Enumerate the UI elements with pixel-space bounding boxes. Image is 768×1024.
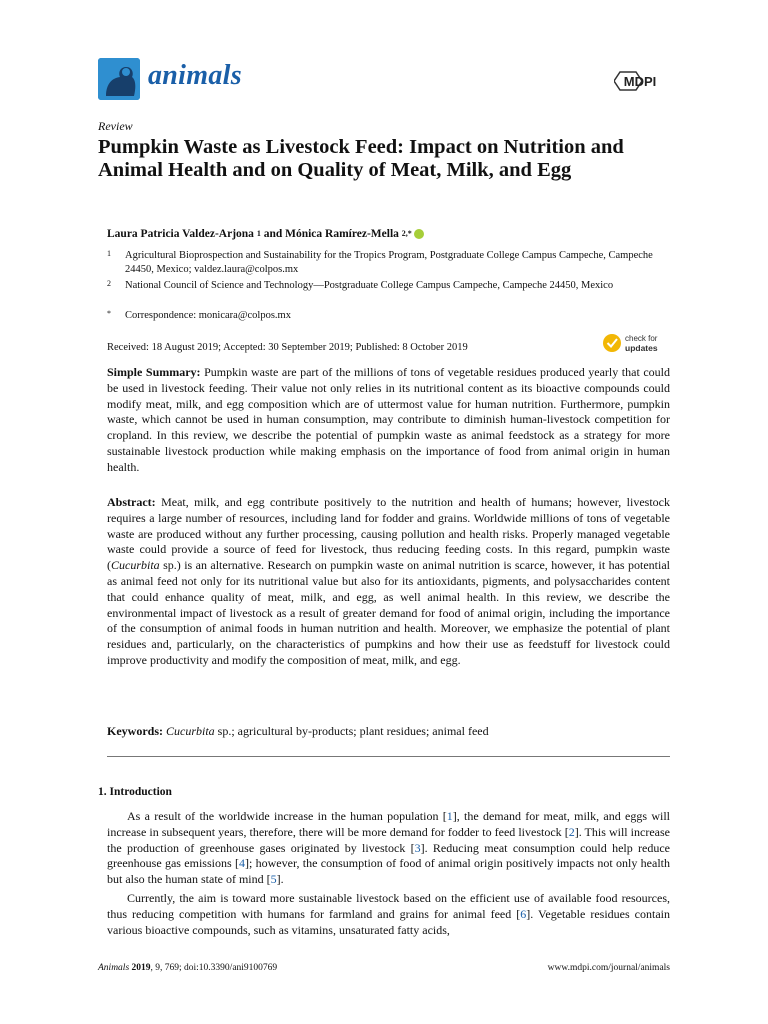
simple-summary-text: Pumpkin waste are part of the millions of tons of vegetable residues produced yearly that could be used in livestock feeding. Their value not only relies in its nutritional content as its bioactive compounds could modify meat, milk, and egg composition which are of uttermost value for human nutrition. Furthermore, pumpkin waste, which cannot be used in human consumption, may contribute to diminish human-livestock competition for cropland. In this review, we describe the potential of pumpkin waste as animal feedstock as a strategy for more sustainable livestock production while making emphasis on the importance of food from animal origin in human health. (107, 365, 671, 474)
check-updates-line1: check for (625, 334, 658, 343)
journal-header (98, 58, 670, 102)
footer-url[interactable]: www.mdpi.com/journal/animals (547, 963, 670, 973)
article-title: Pumpkin Waste as Livestock Feed: Impact on Nutrition and Animal Health and on Quality of Meat, Milk, and Egg (98, 136, 624, 181)
author-list: Laura Patricia Valdez-Arjona 1 and Mónica Ramírez-Mella 2,* (107, 228, 424, 240)
citation-link[interactable]: 2 (568, 824, 575, 839)
check-updates-line2: updates (625, 343, 658, 353)
abstract-text: sp.) is an alternative. Research on pumpkin waste on animal nutrition is scarce, however, it has potential as animal feed not only for its nutritional value but also for its antioxidants, pigments, and polysaccharides content that could enhance quality of meat, milk, and egg, as well animal health. In this review, we describe the environmental impact of livestock as a result of greater demand for food of animal origin, including the importance of the consumption of animal foods in human nutrition and health. Moreover, we emphasize the potential of plant residues and, particularly, on the characteristics of pumpkins and how their use as feedstuff for livestock could improve productivity and modify the composition of meat, milk, and egg. (107, 558, 670, 667)
affiliation-item (98, 249, 678, 277)
article-type: Review (98, 119, 133, 133)
journal-logo-icon (98, 58, 140, 100)
affiliation-number: 2 (107, 279, 111, 288)
keywords-label: Keywords: (107, 724, 163, 738)
intro-paragraph (107, 809, 670, 888)
simple-summary-label: Simple Summary: (107, 365, 201, 379)
affiliation-number: 1 (107, 249, 111, 258)
affiliation-text: National Council of Science and Technology—Postgraduate College Campus Campeche, Campeche 24450, Mexico (125, 280, 614, 291)
abstract-text: Meat, milk, and egg contribute positively to the nutrition and health of humans; however, livestock requires a large number of resources, including land for fodder and grains. Worldwide millions of tons of vegetable waste are produced without any further processing, causing pollution and health risks. Properly managed vegetable waste could provide a source of feed for livestock, thus reducing feeding costs. In this regard, pumpkin waste ( (107, 495, 670, 573)
body-text: ]; however, the consumption of food of animal origin positively impacts not only health but also the human state of mind [ (107, 856, 670, 887)
affiliation-text: Correspondence: monicara@colpos.mx (125, 310, 291, 321)
journal-name[interactable]: animals (148, 60, 242, 91)
abstract-label: Abstract: (107, 495, 156, 509)
footer-year: 2019 (129, 963, 151, 973)
simple-summary (107, 365, 670, 476)
orcid-icon[interactable] (414, 229, 424, 239)
keyword-italic: Cucurbita (166, 724, 215, 738)
citation-link[interactable]: 1 (446, 809, 453, 823)
citation-link[interactable]: 3 (414, 840, 421, 855)
abstract-italic-term: Cucurbita (111, 558, 160, 573)
body-text: ]. (276, 872, 284, 887)
author-name[interactable]: Laura Patricia Valdez-Arjona (107, 228, 254, 240)
body-text: ]. Vegetable residues contain various bioactive compounds, such as vitamins, unsaturated fatty acids, (107, 906, 670, 937)
keywords-text: sp.; agricultural by-products; plant residues; animal feed (214, 724, 489, 738)
citation-link[interactable]: 4 (238, 856, 245, 871)
citation-link[interactable]: 6 (520, 906, 527, 921)
body-text: As a result of the worldwide increase in the human population [ (127, 809, 447, 823)
mdpi-logo-icon[interactable] (614, 70, 670, 92)
body-text: ]. Reducing meat consumption could help reduce greenhouse gas emissions [ (107, 840, 670, 871)
affiliation-item (98, 279, 678, 293)
body-text: ]. This will increase the production of greenhouse gases originated by livestock [ (107, 824, 670, 855)
section-divider (107, 756, 670, 757)
intro-paragraph (107, 891, 670, 938)
affiliation-item (98, 309, 678, 323)
author-name[interactable]: Mónica Ramírez-Mella (285, 228, 399, 240)
affiliation-text: Agricultural Bioprospection and Sustainability for the Tropics Program, Postgraduate College Campus Campeche, Campeche 24450, Mexico; valdez.laura@colpos.mx (125, 250, 653, 275)
check-for-updates-icon[interactable] (602, 331, 672, 355)
publication-dates: Received: 18 August 2019; Accepted: 30 September 2019; Published: 8 October 2019 (107, 342, 468, 353)
body-text: ], the demand for meat, milk, and eggs will increase in subsequent years, therefore, there will be more demand for fodder to feed livestock [ (107, 809, 670, 839)
abstract (107, 495, 670, 669)
citation-link[interactable]: 5 (270, 872, 277, 887)
footer-doi[interactable]: , 9, 769; doi:10.3390/ani9100769 (150, 963, 278, 973)
section-heading: 1. Introduction (98, 786, 172, 798)
footer-citation (98, 963, 277, 973)
affiliation-number: * (107, 309, 111, 318)
keywords (107, 724, 670, 740)
author-separator: and (260, 228, 286, 240)
footer-journal: Animals (98, 963, 130, 973)
body-text: Currently, the aim is toward more sustainable livestock based on the efficient use of available food resources, thus reducing competition with humans for farmland and grains for animal feed [ (107, 891, 670, 921)
publisher-name: MDPI (623, 74, 657, 89)
